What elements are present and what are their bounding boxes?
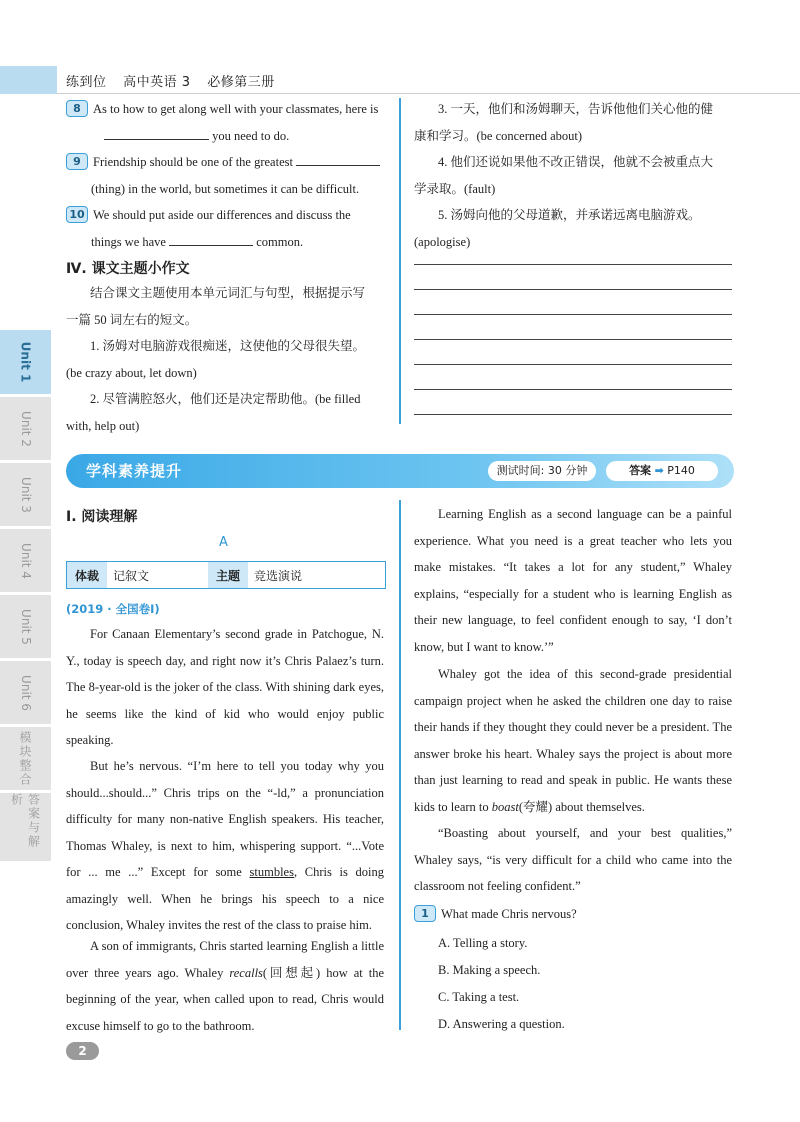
section-title-composition: Ⅳ. 课文主题小作文 <box>66 261 190 277</box>
answer-link[interactable]: 答案 ➡ P140 <box>606 461 718 481</box>
passage-letter: A <box>219 535 228 550</box>
theme-value: 竞选演说 <box>254 568 303 583</box>
underlined-word: stumbles <box>249 865 294 879</box>
passage-paragraph-1: For Canaan Elementary’s second grade in Patchogue, N. Y., today is speech day, and right now it’s Chris Palaez’s turn. The 8-year-old is the joker of the class. With shining dark eyes, he seems like the kind of kid who would enjoy public speaking. <box>66 627 384 747</box>
answer-blank[interactable] <box>169 233 253 246</box>
side-tab-unit-6[interactable]: Unit 6 <box>0 661 51 724</box>
source-label: (2019 · 全国卷Ⅰ) <box>66 602 160 616</box>
page-number: 2 <box>66 1042 99 1060</box>
side-tab-unit-4[interactable]: Unit 4 <box>0 529 51 592</box>
column-divider-bottom <box>399 500 401 1030</box>
passage-paragraph-4: Learning English as a second language can be a painful experience. What you need is a great teacher who lets you make mistakes. “It takes a lot for any student,” Whaley explains, “especially for a student who is learning English as their new language, to feel confident enough to say, ‘I don’t know, but I want to know.’” <box>414 507 732 654</box>
side-tab-unit-5[interactable]: Unit 5 <box>0 595 51 658</box>
genre-value: 记叙文 <box>113 568 150 583</box>
answer-blank[interactable] <box>296 153 380 166</box>
side-tab-module-review[interactable]: 模块整合 <box>0 727 51 790</box>
question-1: 1 What made Chris nervous? <box>414 901 732 928</box>
running-header <box>66 71 287 90</box>
subject-name: 高中英语 3 <box>123 75 191 90</box>
option-c[interactable]: C. Taking a test. <box>438 990 520 1004</box>
writing-line[interactable] <box>414 339 732 340</box>
genre-label: 体裁 <box>67 562 107 588</box>
composition-prompts-continued: 3. 一天，他们和汤姆聊天，告诉他他们关心他的健 康和学习。(be concerned about) 4. 他们还说如果他不改正错误，他就不会被重点大 学录取。(fault) 5. 汤姆向他的父母道歉，并承诺远离电脑游戏。 (apologise) <box>414 102 714 249</box>
passage-paragraph-2: But he’s nervous. “I’m here to tell you today why you should...should...” Chris trips on the “-ld,” a pronunciation difficulty for many non-native English speakers. His teacher, Thomas Whaley, is next to him, whispering support. “...Vote for ... me ...” Except for some stumbles, Chris is doing amazingly well. When he brings his speech to a nice conclusion, Whaley invites the rest of the class to praise him. <box>66 759 385 932</box>
option-d[interactable]: D. Answering a question. <box>438 1017 565 1031</box>
writing-line[interactable] <box>414 264 732 265</box>
glossed-word: recalls <box>229 965 263 980</box>
writing-line[interactable] <box>414 389 732 390</box>
side-tab-answers[interactable]: 答案与解析 <box>0 793 51 861</box>
question-number-badge: 1 <box>414 905 436 922</box>
question-number-badge: 10 <box>66 206 88 223</box>
arrow-right-icon: ➡ <box>654 464 664 477</box>
question-8: 8 As to how to get along well with your classmates, here is you need to do. <box>66 96 384 149</box>
writing-line[interactable] <box>414 364 732 365</box>
writing-line[interactable] <box>414 314 732 315</box>
answer-blank[interactable] <box>104 127 209 140</box>
series-name: 练到位 <box>66 75 107 90</box>
side-tab-unit-2[interactable]: Unit 2 <box>0 397 51 460</box>
header-accent-band <box>0 66 57 94</box>
column-divider-top <box>399 98 401 424</box>
banner-title: 学科素养提升 <box>86 462 183 480</box>
side-tab-unit-1[interactable]: Unit 1 <box>0 330 51 394</box>
passage-paragraph-5: Whaley got the idea of this second-grade presidential campaign project when he asked the children one day to raise their hands if they thought they could never be a president. The answer broke his heart. Whaley says the project is about more than just learning to read and speak in public. He wants these kids to learn to boast(夸耀) about themselves. <box>414 667 732 814</box>
volume-name: 必修第三册 <box>207 75 275 90</box>
test-time-pill: 测试时间: 30 分钟 <box>488 461 596 481</box>
writing-line[interactable] <box>414 414 732 415</box>
option-b[interactable]: B. Making a speech. <box>438 963 541 977</box>
question-number-badge: 9 <box>66 153 88 170</box>
writing-line[interactable] <box>414 289 732 290</box>
glossed-word: boast <box>491 799 519 814</box>
genre-theme-table <box>66 561 386 589</box>
passage-paragraph-3: A son of immigrants, Chris started learning English a little over three years ago. Whaley recalls(回想起) how at the beginning of the year, when called upon to read, Chris would excuse himself to go to the bathroom. <box>66 939 384 1033</box>
question-number-badge: 8 <box>66 100 88 117</box>
question-10: 10 We should put aside our differences and discuss the things we have common. <box>66 202 384 255</box>
composition-instructions: 结合课文主题使用本单元词汇与句型，根据提示写 一篇 50 词左右的短文。 1. 汤姆对电脑游戏很痴迷，这使他的父母很失望。 (be crazy about, let down) 2. 尽管满腔怒火，他们还是决定帮助他。(be filled with, help out) <box>66 286 366 433</box>
question-9: 9 Friendship should be one of the greatest (thing) in the world, but sometimes it can be difficult. <box>66 149 384 202</box>
theme-label: 主题 <box>208 562 248 588</box>
header-rule <box>57 93 800 94</box>
side-tab-unit-3[interactable]: Unit 3 <box>0 463 51 526</box>
passage-paragraph-6: “Boasting about yourself, and your best qualities,” Whaley says, “is very difficult for a child who came into the classroom not feeling confident.” <box>414 826 732 893</box>
section-title-reading: Ⅰ. 阅读理解 <box>66 509 138 525</box>
option-a[interactable]: A. Telling a story. <box>438 936 528 950</box>
